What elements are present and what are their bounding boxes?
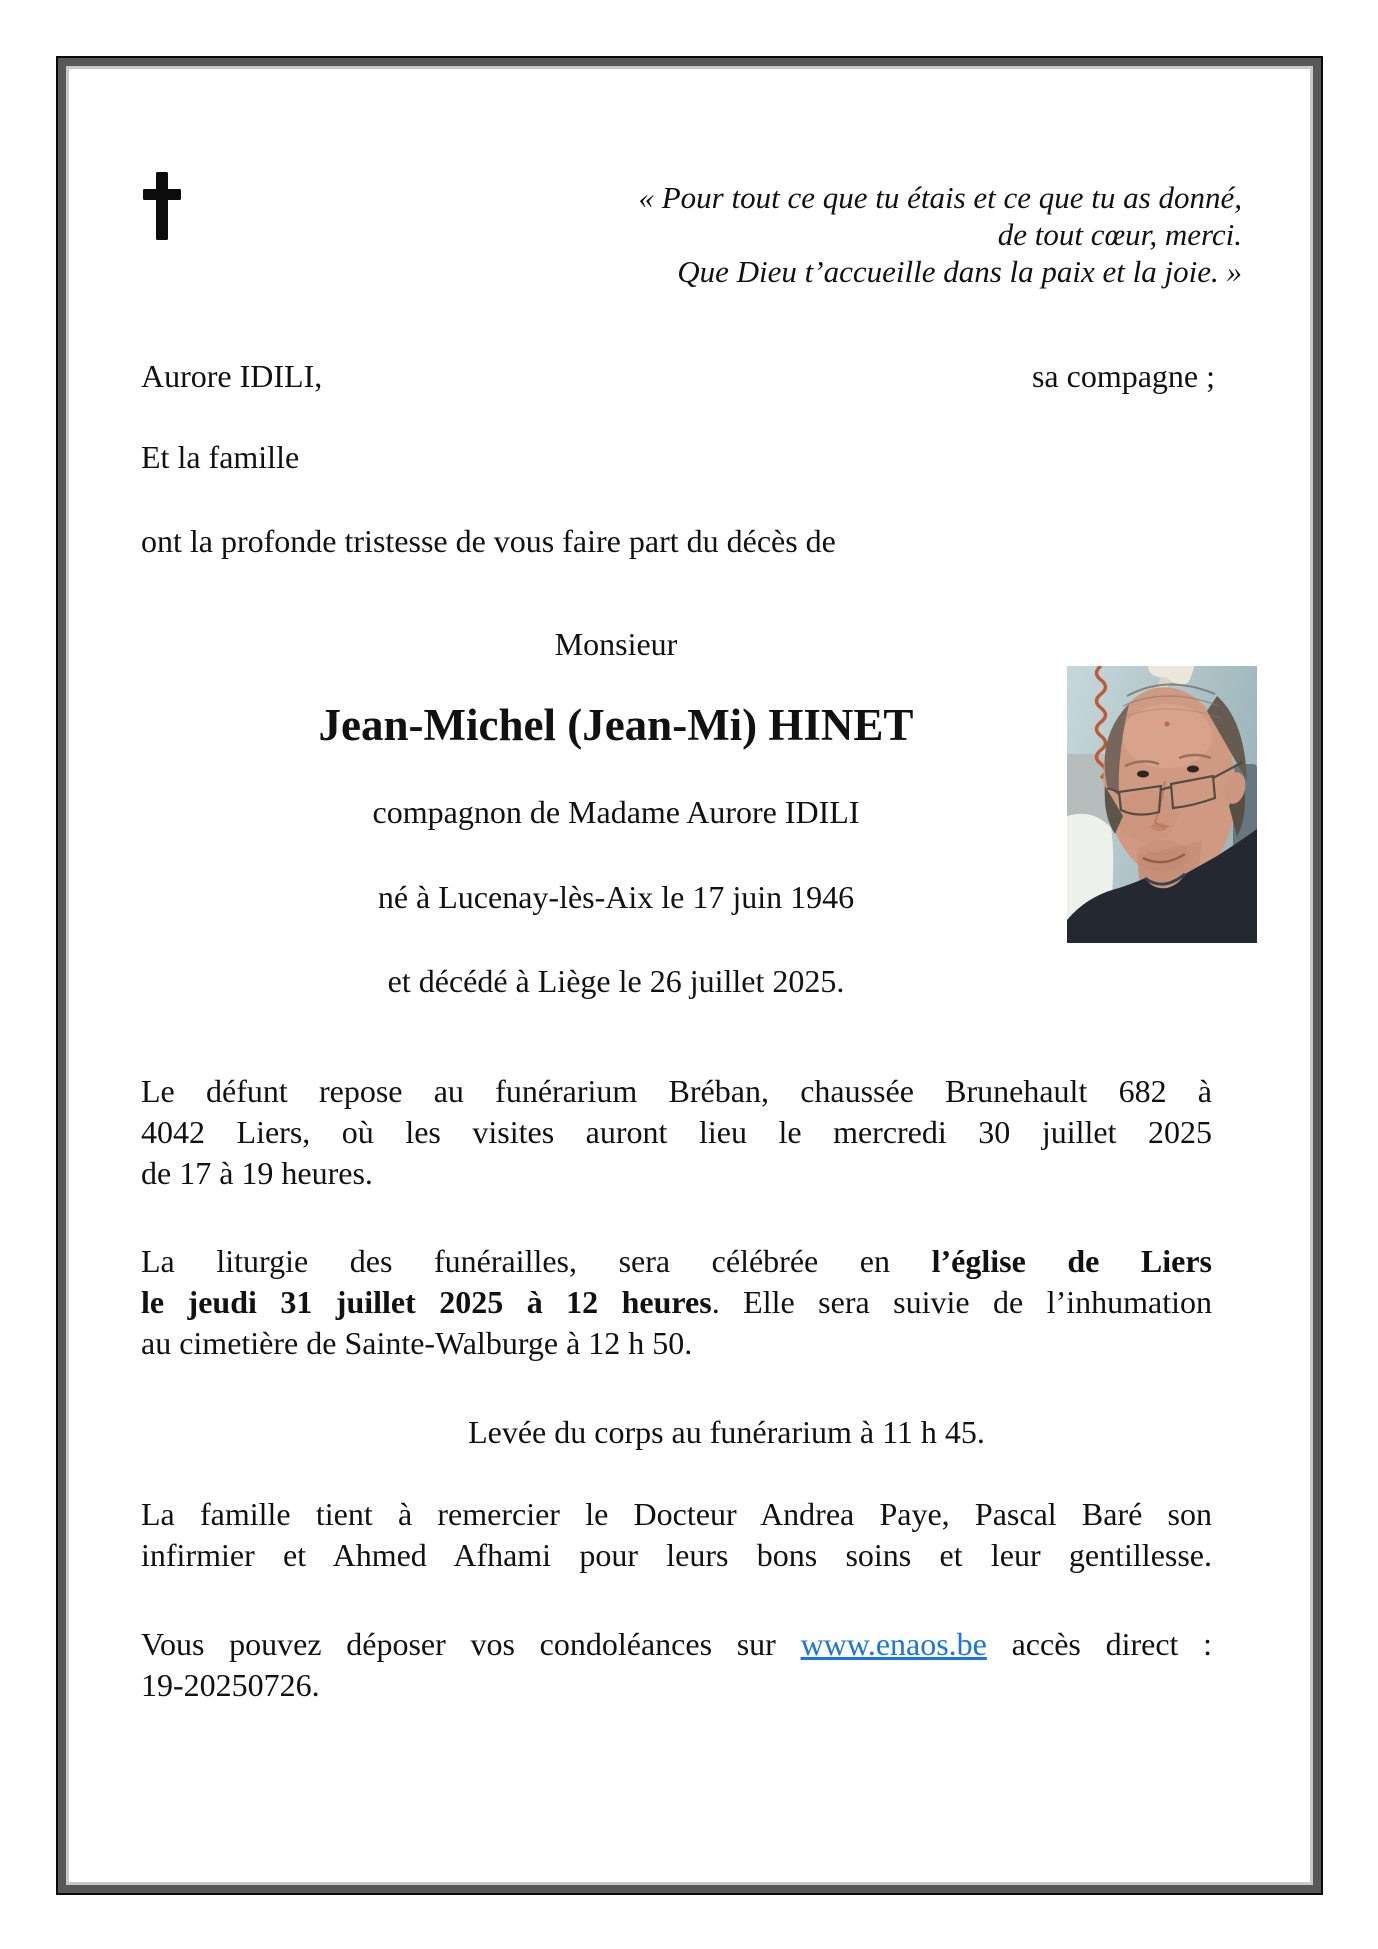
wake-line: Le défunt repose au funérarium Bréban, chaussée Brunehault 682 à [141, 1073, 1212, 1109]
condolences-text: accès direct : [986, 1626, 1213, 1662]
condolences-line [141, 1624, 1212, 1665]
thanks-line: infirmier et Ahmed Afhami pour leurs bons soins et leur gentillesse. [141, 1537, 1212, 1573]
wake-paragraph [141, 1071, 1212, 1194]
deceased-birth: né à Lucenay-lès-Aix le 17 juin 1946 [377, 879, 855, 915]
liturgy-line [141, 1241, 1212, 1282]
liturgy-bold-text: le jeudi 31 juillet 2025 à 12 heures [141, 1284, 712, 1320]
deceased-relation: compagnon de Madame Aurore IDILI [372, 794, 860, 830]
companion-relation: sa compagne ; [1031, 358, 1215, 394]
condolences-text: Vous pouvez déposer vos condoléances sur [141, 1626, 801, 1662]
announcer-row [141, 356, 1215, 397]
liturgy-line: au cimetière de Sainte-Walburge à 12 h 50. [141, 1325, 693, 1361]
family-line: Et la famille [141, 439, 300, 475]
thanks-line: La famille tient à remercier le Docteur Andrea Paye, Pascal Baré son [141, 1496, 1212, 1532]
liturgy-bold-text: l’église de Liers [931, 1243, 1213, 1279]
wake-line: de 17 à 19 heures. [141, 1155, 373, 1191]
quote-line: de tout cœur, merci. [997, 217, 1242, 252]
condolences-paragraph [141, 1624, 1212, 1706]
deceased-death: et décédé à Liège le 26 juillet 2025. [387, 963, 845, 999]
deceased-name: Jean-Michel (Jean-Mi) HINET [318, 700, 914, 750]
deceased-title: Monsieur [554, 626, 678, 662]
condolences-reference: 19-20250726. [141, 1667, 320, 1703]
liturgy-text: . Elle sera suivie de l’inhumation [711, 1284, 1213, 1320]
companion-name: Aurore IDILI, [141, 358, 323, 394]
wake-line: 4042 Liers, où les visites auront lieu le mercredi 30 juillet 2025 [141, 1114, 1212, 1150]
liturgy-line [141, 1282, 1212, 1323]
liturgy-paragraph [141, 1241, 1212, 1364]
enaos-link[interactable]: www.enaos.be [800, 1626, 987, 1662]
quote-line: « Pour tout ce que tu étais et ce que tu as donné, [638, 180, 1242, 215]
portrait-photo [1067, 666, 1257, 943]
levee-line: Levée du corps au funérarium à 11 h 45. [468, 1414, 985, 1450]
announcement-line: ont la profonde tristesse de vous faire part du décès de [141, 523, 836, 559]
quote-line: Que Dieu t’accueille dans la paix et la joie. » [677, 254, 1242, 289]
liturgy-text: La liturgie des funérailles, sera célébrée en [141, 1243, 932, 1279]
memorial-quote [141, 179, 1242, 290]
thanks-paragraph [141, 1494, 1212, 1576]
